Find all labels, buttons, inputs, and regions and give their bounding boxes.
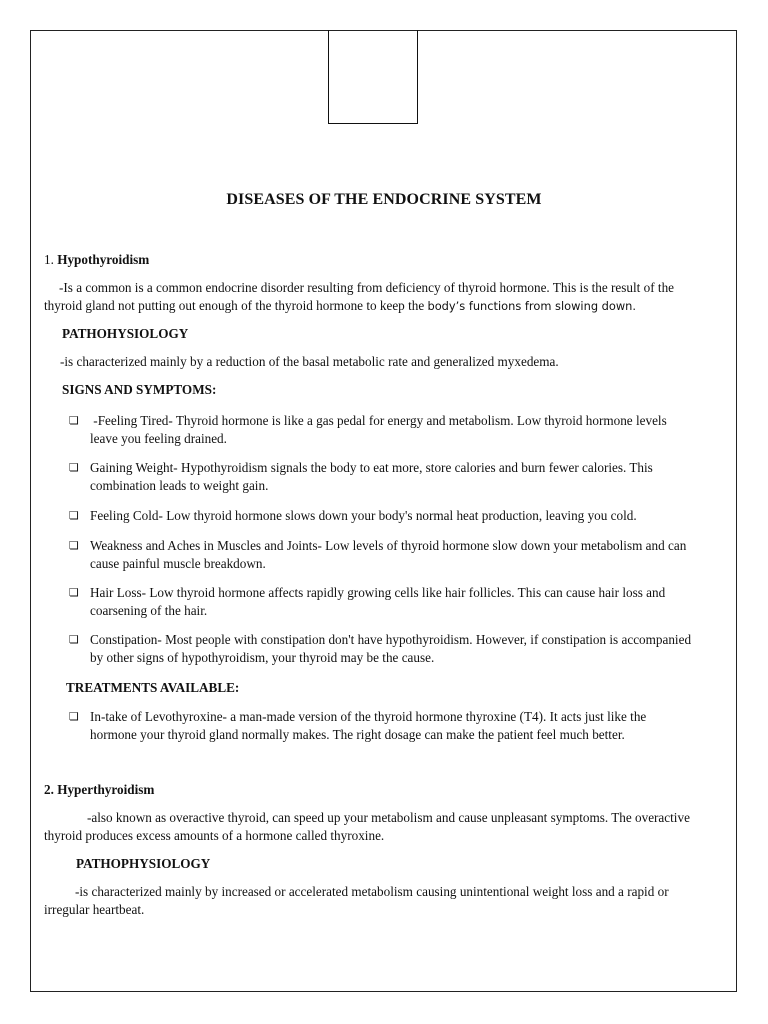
list-item-line: Feeling Cold- Low thyroid hormone slows down your body's normal heat production, leaving you cold. (90, 508, 637, 523)
list-item-line: -Feeling Tired- Thyroid hormone is like a gas pedal for energy and metabolism. Low thyroid hormone levels (90, 413, 667, 428)
section2-intro-line1: -also known as overactive thyroid, can speed up your metabolism and cause unpleasant symptoms. The overactive (87, 810, 690, 825)
section1-patho-heading: PATHOHYSIOLOGY (62, 326, 189, 341)
list-item-line: hormone your thyroid gland normally makes. The right dosage can make the patient feel much better. (90, 727, 625, 742)
list-item-line: Hair Loss- Low thyroid hormone affects rapidly growing cells like hair follicles. This can cause hair loss and (90, 585, 666, 600)
bullet-box-icon: ❏ (69, 461, 79, 474)
signs-heading: SIGNS AND SYMPTOMS: (62, 382, 217, 397)
list-item (90, 459, 730, 495)
section1-intro-line2-sans: body’s functions from slowing down (427, 299, 633, 313)
section1-intro-line1: -Is a common is a common endocrine disorder resulting from deficiency of thyroid hormone. This is the result of the (59, 280, 675, 295)
list-item-line: Gaining Weight- Hypothyroidism signals the body to eat more, store calories and burn fewer calories. This (90, 460, 653, 475)
bullet-box-icon: ❏ (69, 633, 79, 646)
header-box (328, 30, 418, 124)
bullet-box-icon: ❏ (69, 586, 79, 599)
section2-patho-line1: -is characterized mainly by increased or accelerated metabolism causing unintentional weight loss and a rapid or (75, 884, 669, 899)
section1-title: Hypothyroidism (57, 252, 150, 267)
list-item-line: Weakness and Aches in Muscles and Joints- Low levels of thyroid hormone slow down your metabolism and can (90, 538, 687, 553)
list-item (90, 584, 730, 620)
list-item-line: coarsening of the hair. (90, 603, 208, 618)
list-item (90, 507, 730, 525)
list-item (90, 631, 730, 667)
section1-heading (44, 251, 149, 269)
section2-patho-line2: irregular heartbeat. (44, 902, 145, 917)
section1-number: 1. (44, 252, 54, 267)
section1-intro-line2-serif: thyroid gland not putting out enough of the thyroid hormone to keep the (44, 298, 428, 313)
list-item-line: leave you feeling drained. (90, 431, 227, 446)
bullet-box-icon: ❏ (69, 539, 79, 552)
document-title: DISEASES OF THE ENDOCRINE SYSTEM (226, 191, 542, 208)
list-item-line: by other signs of hypothyroidism, your thyroid may be the cause. (90, 650, 435, 665)
section2-heading: 2. Hyperthyroidism (44, 782, 155, 797)
section1-patho-text: -is characterized mainly by a reduction of the basal metabolic rate and generalized myxedema. (60, 354, 559, 369)
list-item-line: In-take of Levothyroxine- a man-made version of the thyroid hormone thyroxine (T4). It acts just like the (90, 709, 647, 724)
list-item (90, 708, 730, 744)
list-item-line: Constipation- Most people with constipation don't have hypothyroidism. However, if constipation is accompanied (90, 632, 692, 647)
list-item-line: combination leads to weight gain. (90, 478, 269, 493)
bullet-box-icon: ❏ (69, 710, 79, 723)
list-item (90, 412, 730, 448)
section1-intro-line2-end: . (632, 299, 637, 313)
treatments-heading: TREATMENTS AVAILABLE: (66, 680, 240, 695)
section1-intro-line2 (44, 297, 636, 315)
list-item (90, 537, 730, 573)
list-item-line: cause painful muscle breakdown. (90, 556, 266, 571)
section2-intro-line2: thyroid produces excess amounts of a hormone called thyroxine. (44, 828, 385, 843)
bullet-box-icon: ❏ (69, 414, 79, 427)
bullet-box-icon: ❏ (69, 509, 79, 522)
section2-patho-heading: PATHOPHYSIOLOGY (76, 856, 211, 871)
